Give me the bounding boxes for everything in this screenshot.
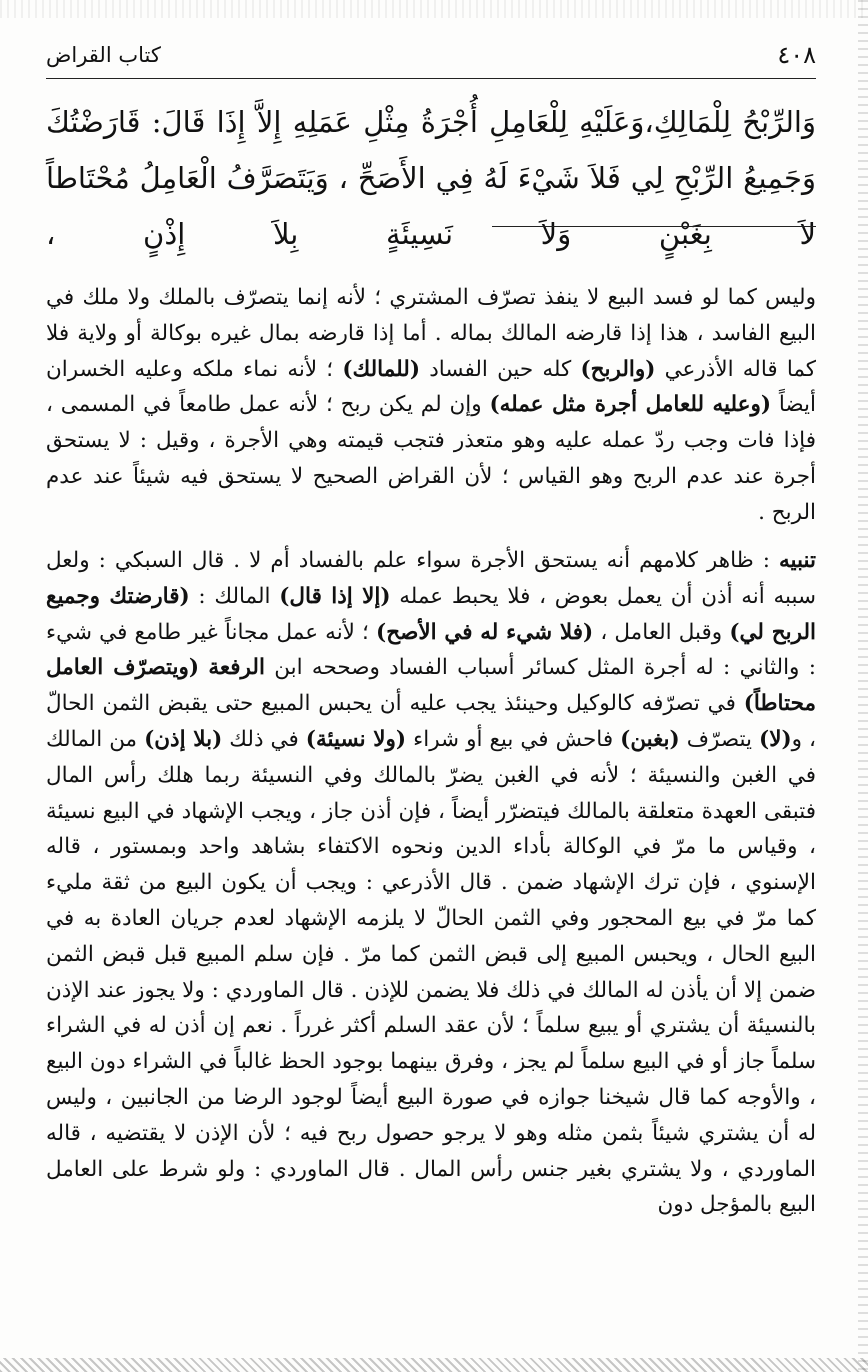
quoted-matn: (ويتصرّف العامل محتاطاً) xyxy=(46,655,816,717)
quoted-matn: (بغبن) xyxy=(620,726,680,752)
page-header xyxy=(46,38,816,72)
quoted-matn: (لا) xyxy=(759,726,792,752)
quoted-matn: (والربح) xyxy=(580,356,656,382)
commentary-text: من المالك في الغبن والنسيئة ؛ لأنه في الغبن يضرّ بالمالك وفي النسيئة ربما هلك رأس المال فتبقى العهدة متعلقة بالمالك فيتضرّر أيضاً ، فإن أذن جاز ، ويجب الإشهاد في البيع نسيئة ، وقياس ما مرّ في الوكالة بأداء الدين ونحوه الاكتفاء بشاهد واحد وبمستور ، قاله الإسنوي ، فإن ترك الإشهاد ضمن . قال الأذرعي : ويجب أن يكون البيع من ثقة مليء كما مرّ في بيع المحجور وفي الثمن الحالّ لا يلزمه الإشهاد لعدم جريان العادة به في البيع الحال ، ويحبس المبيع إلى قبض الثمن كما مرّ . فإن سلم المبيع قبل قبض الثمن ضمن إلا أن يأذن له المالك في ذلك فلا يضمن للإذن . قال الماوردي : ولا يجوز عند الإذن بالنسيئة أن يشتري أو يبيع سلماً ؛ لأن عقد السلم أكثر غرراً . نعم إن أذن له في الشراء سلماً جاز أو في البيع سلماً لم يجز ، وفرق بينهما بوجود الحظ غالباً في الشراء دون البيع ، والأوجه كما قال شيخنا جوازه في صورة البيع أيضاً لوجود الرضا من الجانبين ، وليس له أن يشتري شيئاً بثمن مثله وهو لا يرجو حصول ربح فيه ؛ لأن الإذن لا يقتضيه ، قاله الماوردي ، ولا يشتري بغير جنس رأس المال . قال الماوردي : ولو شرط على العامل البيع بالمؤجل دون xyxy=(46,726,816,1218)
commentary-paragraph-1 xyxy=(46,280,816,531)
commentary-text: وإن لم يكن ربح ؛ لأنه عمل طامعاً في المسمى ، فإذا فات وجب ردّ عمله عليه وهو متعذر فتجب قيمته وهي الأجرة ، وقيل : لا يستحق أجرة عند عدم الربح وهو القياس ؛ لأن القراض الصحيح لا يستحق فيه شيئاً عند عدم الربح . xyxy=(46,392,816,525)
quoted-matn: (فلا شيء له في الأصح) xyxy=(376,619,594,645)
matn-text xyxy=(46,94,816,262)
quoted-matn: (إلا إذا قال) xyxy=(279,583,391,609)
commentary-text: يتصرّف xyxy=(686,726,752,752)
quoted-matn: (وعليه للعامل أجرة مثل عمله) xyxy=(489,392,772,418)
commentary-text: وليس كما لو فسد البيع لا ينفذ تصرّف المشتري ؛ لأنه إنما يتصرّف بالملك ولا ملك في البيع الفاسد ، هذا إذا قارضه المالك بماله . أما إذا قارضه بمال غيره بوكالة أو ولاية فلا كما قاله الأذرعي xyxy=(46,285,817,382)
commentary-text: ؛ لأنه عمل مجاناً غير طامع في شيء : والثاني : له أجرة المثل كسائر أسباب الفساد وصححه ابن xyxy=(46,619,817,681)
page-number: ٤٠٨ xyxy=(777,41,816,69)
commentary-text: وقبل العامل ، xyxy=(600,619,723,645)
commentary-text: في ذلك xyxy=(229,726,299,752)
book-title: كتاب القراض xyxy=(46,43,161,67)
quoted-matn: (بلا إذن) xyxy=(144,726,223,752)
quoted-matn: (للمالك) xyxy=(342,356,420,382)
matn-divider xyxy=(492,226,816,227)
matn-paragraph: وَالرِّبْحُ لِلْمَالِكِ،وَعَلَيْهِ لِلْعَامِلِ أُجْرَةُ مِثْلِ عَمَلِهِ إِلاَّ إِذَا قَالَ: قَارَضْتُكَ وَجَمِيعُ الرِّبْحِ لِي فَلاَ شَيْءَ لَهُ فِي الأَصَحِّ ، وَيَتَصَرَّفُ الْعَامِلُ مُحْتَاطاً لاَ بِغَبْنٍ وَلاَ نَسِيئَةٍ بِلاَ إِذْنٍ ، xyxy=(46,105,816,251)
commentary-text: فاحش في بيع أو شراء xyxy=(413,726,614,752)
commentary-paragraph-2 xyxy=(46,543,816,1223)
scholar-name: الرفعة xyxy=(208,655,265,681)
quoted-matn: (ولا نسيئة) xyxy=(305,726,407,752)
note-label: تنبيه xyxy=(779,548,816,573)
quoted-matn: (قارضتك وجميع الربح لي) xyxy=(46,583,816,645)
commentary-text: المالك : xyxy=(198,583,271,609)
header-divider xyxy=(46,78,816,79)
scan-edge-top xyxy=(0,0,868,18)
commentary-text: في تصرّفه كالوكيل وحينئذ يجب عليه أن يحبس المبيع حتى يقبض الثمن الحالّ ، و xyxy=(46,691,816,752)
commentary-text: كله حين الفساد xyxy=(429,356,572,382)
commentary-text: : ظاهر كلامهم أنه يستحق الأجرة سواء علم بالفساد أم لا . قال السبكي : ولعل سببه أنه أذن أن يعمل بعوض ، فلا يحبط عمله xyxy=(46,548,816,609)
scan-edge-bottom xyxy=(0,1358,868,1372)
commentary-text: ؛ لأنه نماء ملكه وعليه الخسران أيضاً xyxy=(46,356,816,418)
scan-edge-right xyxy=(858,0,868,1372)
